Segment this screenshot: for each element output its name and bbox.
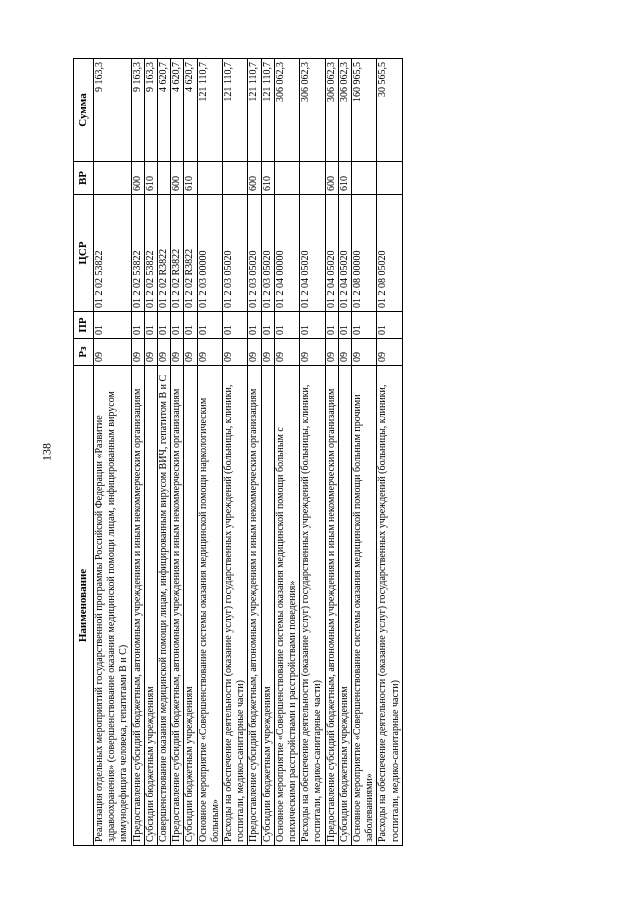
- cell-rz: 09: [184, 339, 197, 366]
- cell-vr: 610: [338, 162, 351, 195]
- cell-vr: 600: [325, 162, 338, 195]
- cell-csr: 01 2 03 05020: [223, 195, 248, 312]
- table-row: [158, 59, 171, 846]
- table-header-row: [74, 59, 94, 846]
- cell-pr: 01: [338, 312, 351, 339]
- table-row: [223, 59, 248, 846]
- cell-rz: 09: [94, 339, 132, 366]
- table-row: [197, 59, 222, 846]
- header-rz: Рз: [74, 339, 94, 366]
- table-row: [184, 59, 197, 846]
- cell-csr: 01 2 02 R3822: [184, 195, 197, 312]
- cell-pr: 01: [223, 312, 248, 339]
- header-pr: ПР: [74, 312, 94, 339]
- cell-name: Субсидии бюджетным учреждениям: [261, 366, 274, 846]
- cell-pr: 01: [261, 312, 274, 339]
- cell-rz: 09: [261, 339, 274, 366]
- cell-sum: 30 565,5: [377, 59, 402, 162]
- cell-name: Реализация отдельных мероприятий государственной программы Российской Федерации «Развитие здравоохранения» (совершенствование оказания медицинской помощи лицам, инфицированным вирусом иммунодефицита человека, гепатитами В и С): [94, 366, 132, 846]
- cell-csr: 01 2 02 53822: [144, 195, 157, 312]
- cell-csr: 01 2 08 00000: [352, 195, 377, 312]
- cell-rz: 09: [377, 339, 402, 366]
- cell-sum: 121 110,7: [197, 59, 222, 162]
- cell-sum: 4 620,7: [171, 59, 184, 162]
- cell-name: Расходы на обеспечение деятельности (оказание услуг) государственных учреждений (больницы, клиники, госпитали, медико-санитарные части): [300, 366, 325, 846]
- cell-pr: 01: [171, 312, 184, 339]
- cell-rz: 09: [144, 339, 157, 366]
- cell-rz: 09: [338, 339, 351, 366]
- cell-pr: 01: [158, 312, 171, 339]
- table-row: [144, 59, 157, 846]
- cell-sum: 306 062,3: [325, 59, 338, 162]
- cell-name: Расходы на обеспечение деятельности (оказание услуг) государственных учреждений (больницы, клиники, госпитали, медико-санитарные части): [223, 366, 248, 846]
- cell-rz: 09: [274, 339, 299, 366]
- budget-table: [73, 58, 403, 846]
- cell-name: Основное мероприятие «Совершенствование системы оказания медицинской помощи больным прочими заболеваниями»: [352, 366, 377, 846]
- cell-name: Субсидии бюджетным учреждениям: [338, 366, 351, 846]
- table-row: [377, 59, 402, 846]
- cell-csr: 01 2 02 R3822: [158, 195, 171, 312]
- table-row: [261, 59, 274, 846]
- table-row: [248, 59, 261, 846]
- cell-pr: 01: [197, 312, 222, 339]
- cell-rz: 09: [158, 339, 171, 366]
- cell-vr: [223, 162, 248, 195]
- page-number: 138: [39, 443, 54, 461]
- cell-sum: 9 163,3: [144, 59, 157, 162]
- cell-pr: 01: [377, 312, 402, 339]
- cell-name: Совершенствование оказания медицинской помощи лицам, инфицированным вирусом ВИЧ, гепатитом В и С: [158, 366, 171, 846]
- cell-sum: 9 163,3: [131, 59, 144, 162]
- cell-pr: 01: [300, 312, 325, 339]
- cell-pr: 01: [325, 312, 338, 339]
- cell-csr: 01 2 03 05020: [248, 195, 261, 312]
- header-sum: Сумма: [74, 59, 94, 162]
- cell-csr: 01 2 02 53822: [131, 195, 144, 312]
- table-row: [325, 59, 338, 846]
- cell-csr: 01 2 02 R3822: [171, 195, 184, 312]
- cell-vr: 600: [131, 162, 144, 195]
- budget-table-rotated: [73, 59, 561, 846]
- cell-rz: 09: [325, 339, 338, 366]
- cell-rz: 09: [352, 339, 377, 366]
- cell-csr: 01 2 04 05020: [300, 195, 325, 312]
- cell-sum: 121 110,7: [261, 59, 274, 162]
- cell-name: Расходы на обеспечение деятельности (оказание услуг) государственных учреждений (больницы, клиники, госпитали, медико-санитарные части): [377, 366, 402, 846]
- cell-csr: 01 2 04 05020: [325, 195, 338, 312]
- table-row: [338, 59, 351, 846]
- cell-sum: 306 062,3: [300, 59, 325, 162]
- cell-sum: 306 062,3: [338, 59, 351, 162]
- cell-vr: 600: [171, 162, 184, 195]
- header-csr: ЦСР: [74, 195, 94, 312]
- cell-rz: 09: [197, 339, 222, 366]
- header-name: Наименование: [74, 366, 94, 846]
- cell-sum: 4 620,7: [158, 59, 171, 162]
- cell-vr: 600: [248, 162, 261, 195]
- cell-rz: 09: [131, 339, 144, 366]
- cell-name: Предоставление субсидий бюджетным, автономным учреждениям и иным некоммерческим организациям: [248, 366, 261, 846]
- cell-vr: 610: [184, 162, 197, 195]
- cell-vr: [377, 162, 402, 195]
- cell-vr: [352, 162, 377, 195]
- cell-pr: 01: [94, 312, 132, 339]
- cell-pr: 01: [144, 312, 157, 339]
- cell-rz: 09: [300, 339, 325, 366]
- table-row: [171, 59, 184, 846]
- cell-vr: [197, 162, 222, 195]
- cell-vr: [274, 162, 299, 195]
- cell-sum: 9 163,3: [94, 59, 132, 162]
- cell-pr: 01: [248, 312, 261, 339]
- cell-name: Субсидии бюджетным учреждениям: [184, 366, 197, 846]
- cell-vr: 610: [261, 162, 274, 195]
- table-row: [94, 59, 132, 846]
- cell-sum: 160 965,5: [352, 59, 377, 162]
- cell-vr: [94, 162, 132, 195]
- cell-name: Основное мероприятие «Совершенствование системы оказания медицинской помощи наркологическим больным»: [197, 366, 222, 846]
- table-row: [352, 59, 377, 846]
- cell-pr: 01: [352, 312, 377, 339]
- cell-name: Субсидии бюджетным учреждениям: [144, 366, 157, 846]
- cell-csr: 01 2 02 53822: [94, 195, 132, 312]
- cell-csr: 01 2 04 00000: [274, 195, 299, 312]
- cell-vr: [158, 162, 171, 195]
- cell-rz: 09: [171, 339, 184, 366]
- cell-csr: 01 2 08 05020: [377, 195, 402, 312]
- cell-csr: 01 2 03 05020: [261, 195, 274, 312]
- cell-name: Предоставление субсидий бюджетным, автономным учреждениям и иным некоммерческим организациям: [131, 366, 144, 846]
- cell-sum: 121 110,7: [248, 59, 261, 162]
- cell-sum: 121 110,7: [223, 59, 248, 162]
- table-row: [274, 59, 299, 846]
- table-row: [131, 59, 144, 846]
- cell-rz: 09: [248, 339, 261, 366]
- cell-pr: 01: [184, 312, 197, 339]
- cell-name: Предоставление субсидий бюджетным, автономным учреждениям и иным некоммерческим организациям: [325, 366, 338, 846]
- cell-pr: 01: [274, 312, 299, 339]
- cell-name: Предоставление субсидий бюджетным, автономным учреждениям и иным некоммерческим организациям: [171, 366, 184, 846]
- cell-csr: 01 2 03 00000: [197, 195, 222, 312]
- cell-csr: 01 2 04 05020: [338, 195, 351, 312]
- header-vr: ВР: [74, 162, 94, 195]
- table-row: [300, 59, 325, 846]
- cell-name: Основное мероприятие «Совершенствование системы оказания медицинской помощи больным с психическими расстройствами и расстройствами поведения»: [274, 366, 299, 846]
- cell-rz: 09: [223, 339, 248, 366]
- cell-sum: 306 062,3: [274, 59, 299, 162]
- cell-vr: [300, 162, 325, 195]
- cell-sum: 4 620,7: [184, 59, 197, 162]
- cell-vr: 610: [144, 162, 157, 195]
- cell-pr: 01: [131, 312, 144, 339]
